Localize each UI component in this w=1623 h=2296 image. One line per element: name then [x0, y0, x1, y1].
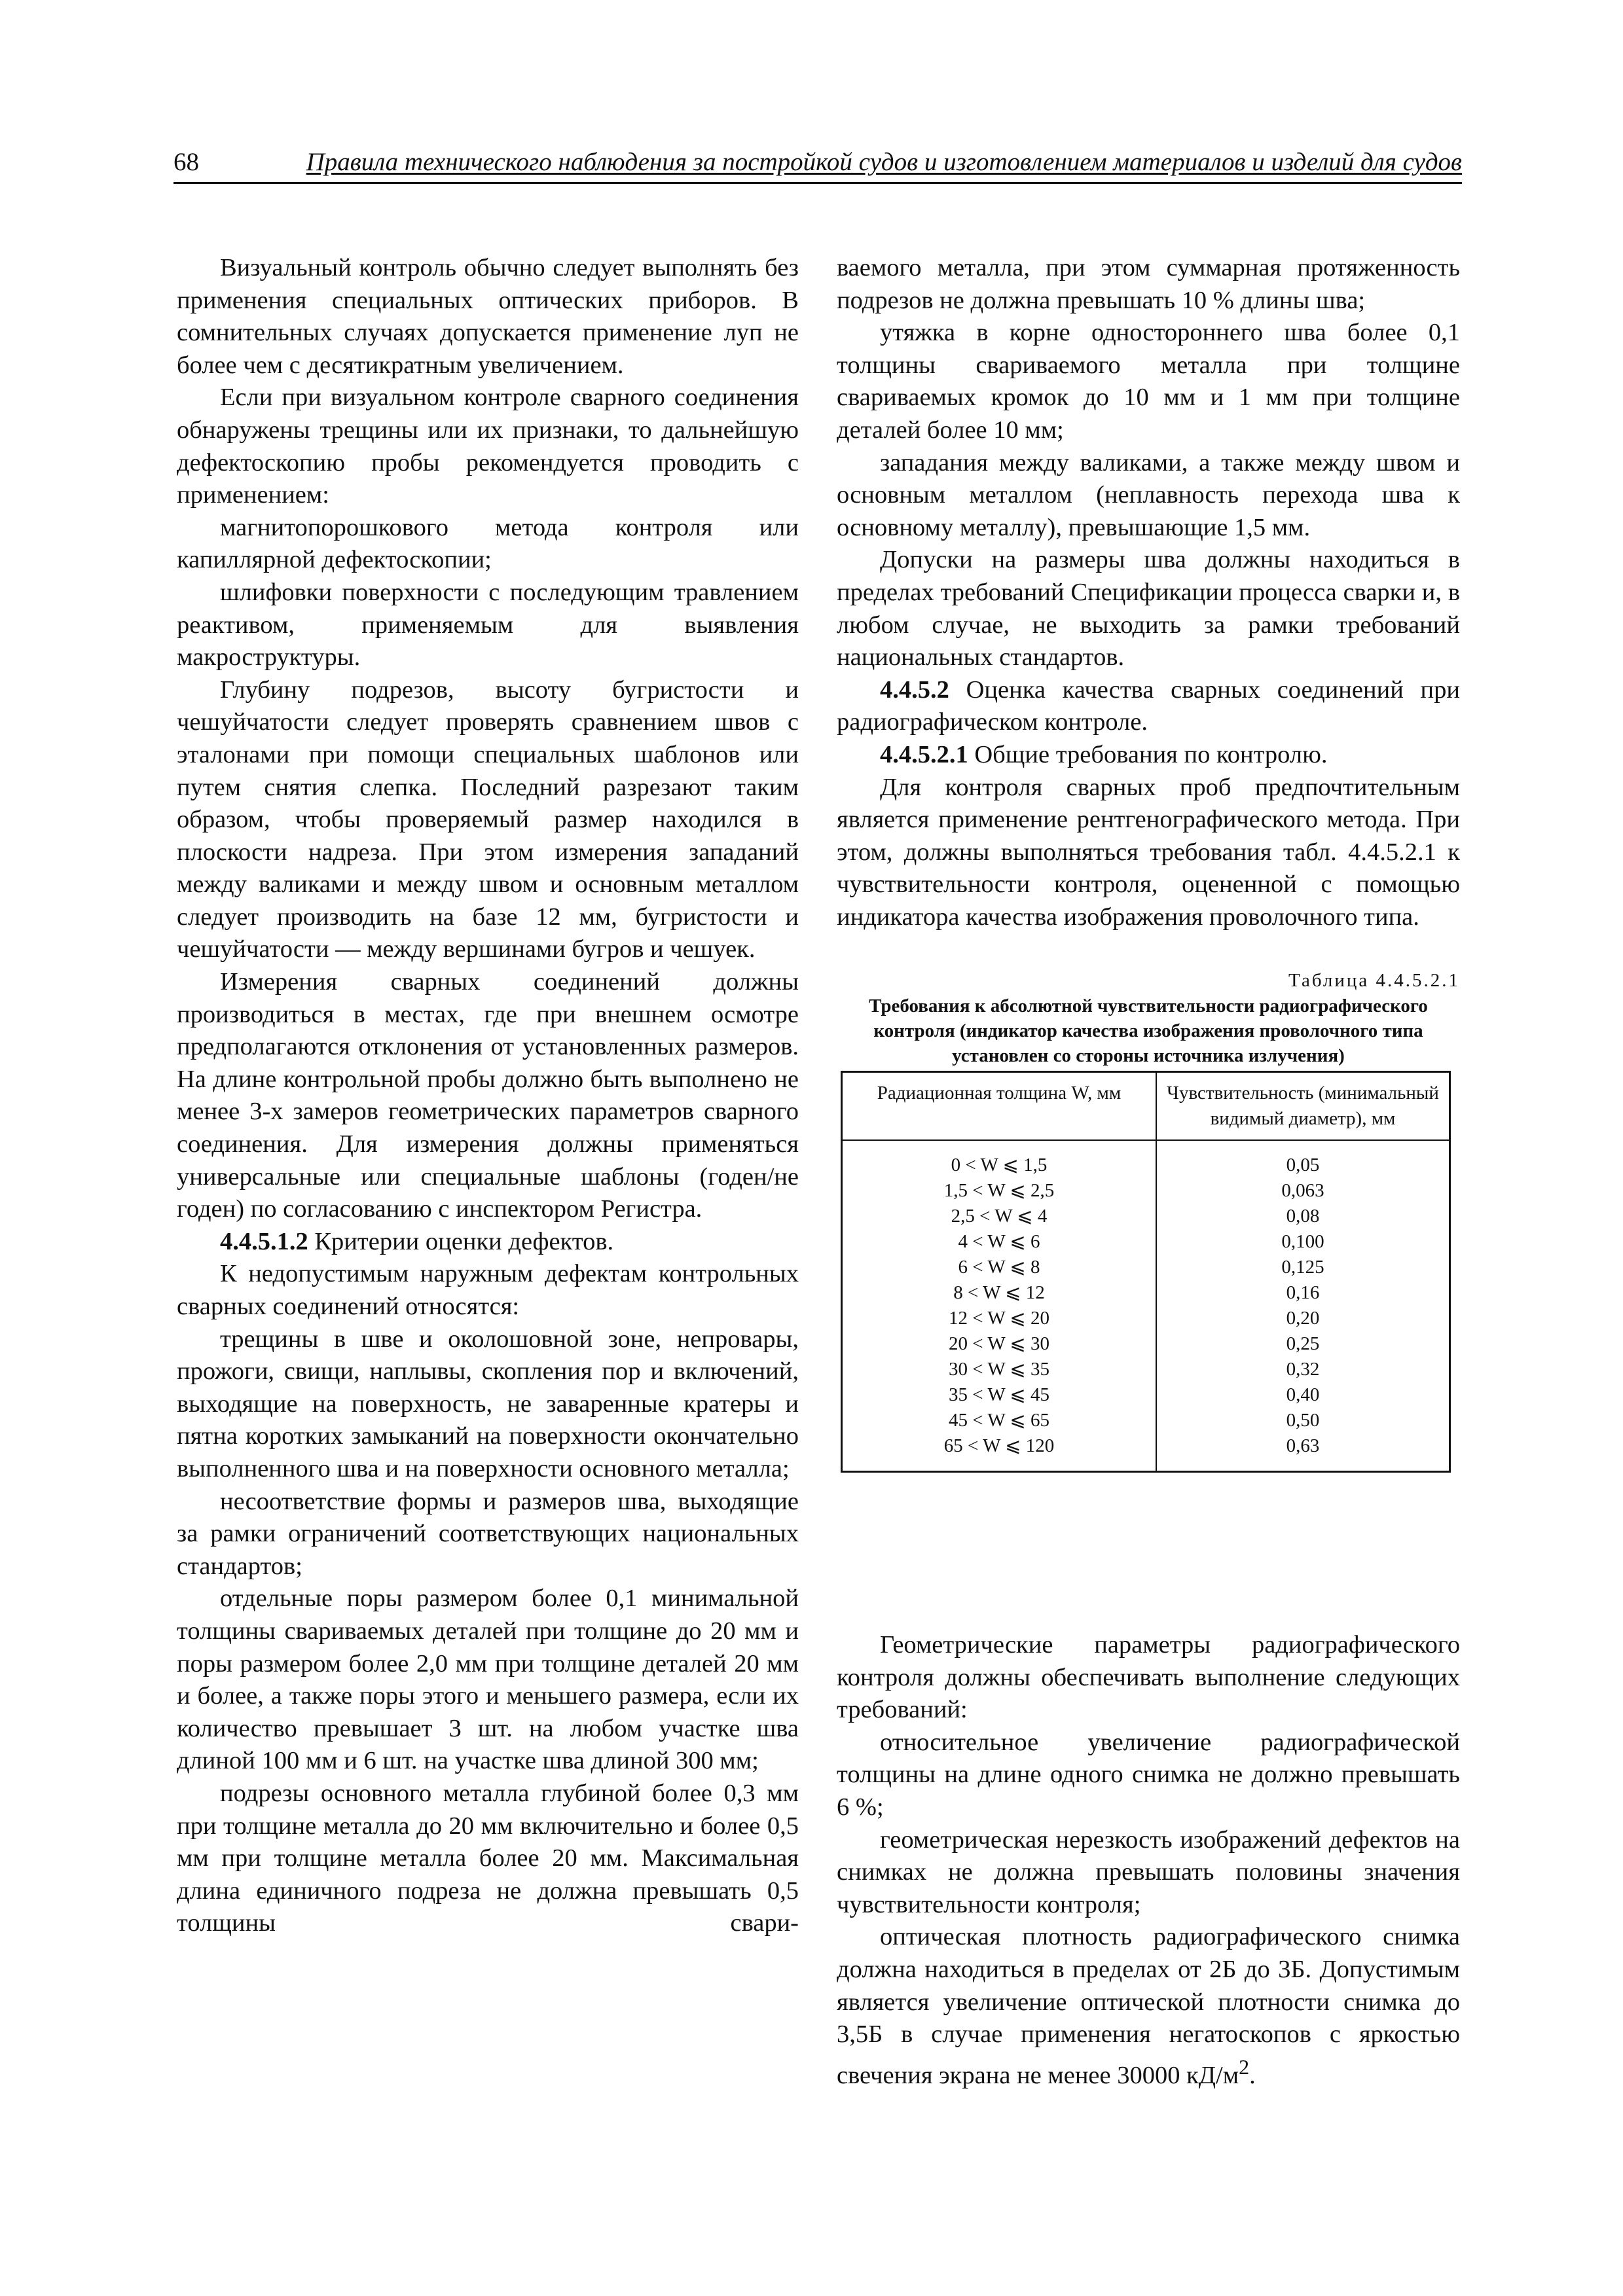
section-number: 4.4.5.2.1 — [880, 740, 968, 768]
table-cell-range: 4 < W ⩽ 6 — [842, 1229, 1157, 1255]
paragraph: западания между валиками, а также между швом и основным металлом (неплавность перехода шва к основному металлу), превышающие 1,5 мм. — [837, 448, 1460, 541]
table-cell-value: 0,32 — [1286, 1359, 1320, 1380]
punctuation: . — [1249, 2061, 1256, 2089]
table-cell-range: 45 < W ⩽ 65 — [842, 1408, 1157, 1433]
table-cell-value: 0,100 — [1281, 1231, 1324, 1253]
table-cell-value: 0,50 — [1286, 1410, 1320, 1431]
section-title: Общие требования по контролю. — [968, 740, 1328, 768]
paragraph: шлифовки поверхности с последующим травлением реактивом, применяемым для выявления макроструктуры. — [177, 578, 799, 672]
table-cell-range: 1,5 < W ⩽ 2,5 — [842, 1178, 1157, 1204]
table-header-thickness: Радиационная толщина W, мм — [842, 1072, 1157, 1141]
table-cell-range: 8 < W ⩽ 12 — [842, 1280, 1157, 1306]
table-cell-value: 0,08 — [1286, 1206, 1320, 1227]
table-cell-value: 0,40 — [1286, 1384, 1320, 1406]
table-cell-value: 0,125 — [1281, 1257, 1324, 1278]
table-cell-range: 12 < W ⩽ 20 — [842, 1306, 1157, 1331]
paragraph: Визуальный контроль обычно следует выполнять без применения специальных оптических приборов. В сомнительных случаях допускается применение луп не более чем с десятикратным увеличением. — [177, 254, 799, 379]
table-header-sensitivity: Чувствительность (минимальный видимый диаметр), мм — [1156, 1072, 1450, 1141]
table-cell-value: 0,16 — [1286, 1282, 1320, 1304]
paragraph: отдельные поры размером более 0,1 минимальной толщины свариваемых деталей при толщине до 20 мм и поры размером более 2,0 мм при толщине деталей 20 мм и более, а также поры этого и меньшего размера, если их количество превышает 3 шт. на любом участке шва длиной 100 мм и 6 шт. на участке шва длиной 300 мм; — [177, 1585, 799, 1775]
section-title: Критерии оценки дефектов. — [308, 1227, 614, 1255]
table-cell-range: 0 < W ⩽ 1,5 — [842, 1140, 1157, 1178]
page-number: 68 — [173, 148, 199, 176]
table-cell-range: 6 < W ⩽ 8 — [842, 1255, 1157, 1280]
paragraph: Измерения сварных соединений должны производиться в местах, где при внешнем осмотре предполагаются отклонения от установленных размеров. На длине контрольной пробы должно быть выполнено не менее 3-х замеров геометрических параметров сварного соединения. Для измерения должны применяться универсальные или специальные шаблоны (годен/не годен) по согласованию с инспектором Регистра. — [177, 968, 799, 1223]
sensitivity-table-block — [837, 967, 1460, 1473]
section-heading — [837, 739, 1460, 772]
paragraph: магнитопорошкового метода контроля или капиллярной дефектоскопии; — [177, 513, 799, 574]
paragraph: Геометрические параметры радиографического контроля должны обеспечивать выполнение следующих требований: — [837, 1631, 1460, 1724]
paragraph — [837, 1921, 1460, 2092]
right-column-lower — [837, 1629, 1460, 2092]
section-number: 4.4.5.2 — [880, 675, 949, 704]
section-title: Оценка качества сварных соединений при радиографическом контроле. — [837, 675, 1460, 736]
paragraph: Для контроля сварных проб предпочтительным является применение рентгенографического метода. При этом, должны выполняться требования табл. 4.4.5.2.1 к чувствительности контроля, оцененной с помощью индикатора качества изображения проволочного типа. — [837, 773, 1460, 931]
paragraph: Глубину подрезов, высоту бугристости и чешуйчатости следует проверять сравнением швов с эталонами при помощи специальных шаблонов или путем снятия слепка. Последний разрезают таким образом, чтобы проверяемый размер находился в плоскости надреза. При этом измерения западаний между валиками и между швом и основным металлом следует производить на базе 12 мм, бугристости и чешуйчатости — между вершинами бугров и чешуек. — [177, 675, 799, 963]
table-cell-value: 0,063 — [1281, 1180, 1324, 1202]
table-label: Таблица 4.4.5.2.1 — [1288, 970, 1460, 992]
paragraph: подрезы основного металла глубиной более 0,3 мм при толщине металла до 20 мм включительно и более 0,5 мм при толщине металла более 20 мм. Максимальная длина единичного подреза не должна превышать 0,5 толщины свари- — [177, 1779, 799, 1937]
table-cell-value: 0,05 — [1286, 1155, 1320, 1176]
paragraph: ваемого металла, при этом суммарная протяженность подрезов не должна превышать 10 % длины шва; — [837, 254, 1460, 314]
paragraph: трещины в шве и околошовной зоне, непровары, прожоги, свищи, наплывы, скопления пор и включений, выходящие на поверхность, не заваренные кратеры и пятна коротких замыканий на поверхности окончательно выполненного шва и на поверхности основного металла; — [177, 1325, 799, 1482]
running-title: Правила технического наблюдения за постройкой судов и изготовлением материалов и изделий для судов — [306, 148, 1462, 176]
sensitivity-table — [841, 1071, 1451, 1473]
table-cell-value: 0,20 — [1286, 1308, 1320, 1329]
table-cell-range: 65 < W ⩽ 120 — [842, 1433, 1157, 1472]
paragraph: К недопустимым наружным дефектам контрольных сварных соединений относятся: — [177, 1260, 799, 1320]
section-heading — [837, 674, 1460, 739]
paragraph-text: оптическая плотность радиографического снимка должна находиться в пределах от 2Б до 3Б. Допустимым является увеличение оптической плотности снимка до 3,5Б в случае применения негатоскопов с яркостью свечения экрана не менее 30000 кД/м — [837, 1923, 1460, 2089]
table-cell-range: 20 < W ⩽ 30 — [842, 1331, 1157, 1357]
table-title: Требования к абсолютной чувствительности радиографического контроля (индикатор качества изображения проволочного типа установлен со стороны источника излучения) — [869, 996, 1428, 1067]
table-cell-value: 0,63 — [1286, 1435, 1320, 1457]
paragraph: геометрическая нерезкость изображений дефектов на снимках не должна превышать половины значения чувствительности контроля; — [837, 1825, 1460, 1918]
paragraph: Если при визуальном контроле сварного соединения обнаружены трещины или их признаки, то дальнейшую дефектоскопию пробы рекомендуется проводить с применением: — [177, 384, 799, 509]
left-column — [177, 252, 799, 1940]
superscript: 2 — [1239, 2054, 1250, 2079]
section-heading — [177, 1226, 799, 1259]
paragraph: Допуски на размеры шва должны находиться в пределах требований Спецификации процесса сварки и, в любом случае, не выходить за рамки требований национальных стандартов. — [837, 546, 1460, 672]
paragraph: утяжка в корне одностороннего шва более 0,1 толщины свариваемого металла при толщине свариваемых кромок до 10 мм и 1 мм при толщине деталей более 10 мм; — [837, 319, 1460, 444]
paragraph: несоответствие формы и размеров шва, выходящие за рамки ограничений соответствующих национальных стандартов; — [177, 1487, 799, 1580]
paragraph: относительное увеличение радиографической толщины на длине одного снимка не должно превышать 6 %; — [837, 1728, 1460, 1821]
right-column — [837, 252, 1460, 1473]
table-cell-range: 35 < W ⩽ 45 — [842, 1382, 1157, 1408]
table-cell-value: 0,25 — [1286, 1333, 1320, 1355]
section-number: 4.4.5.1.2 — [220, 1227, 308, 1255]
table-cell-range: 30 < W ⩽ 35 — [842, 1357, 1157, 1382]
table-cell-range: 2,5 < W ⩽ 4 — [842, 1204, 1157, 1229]
page-header — [173, 143, 1462, 184]
